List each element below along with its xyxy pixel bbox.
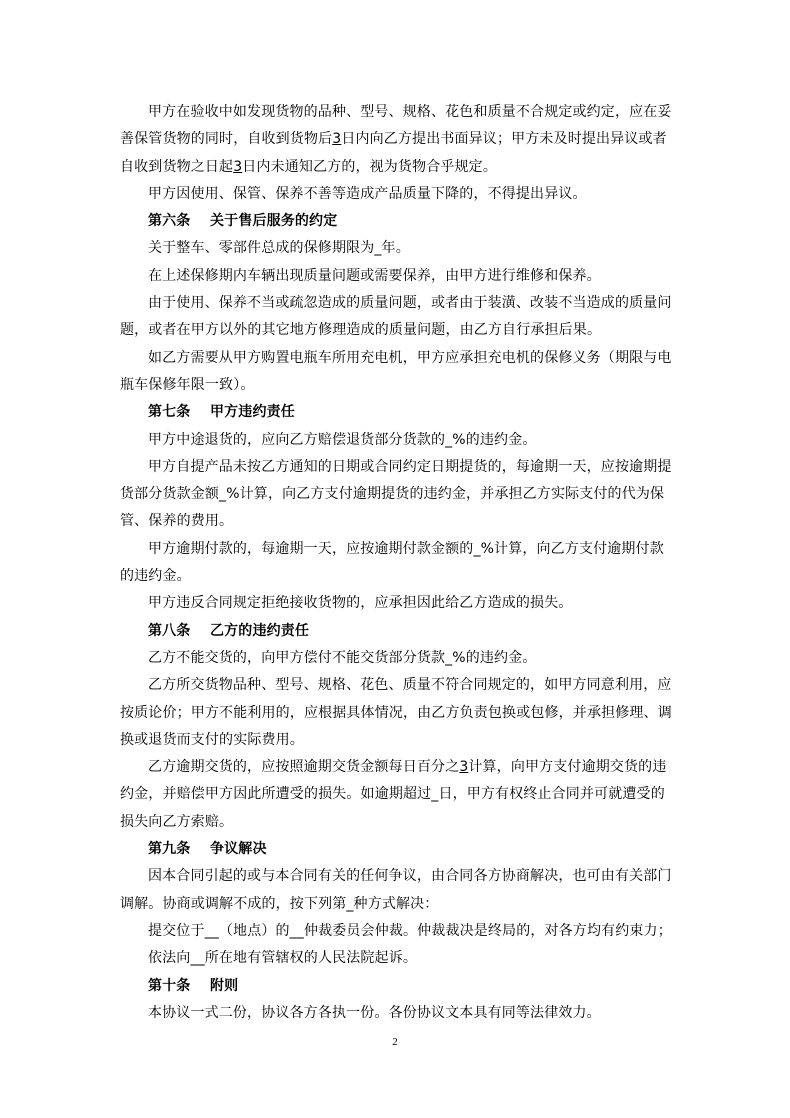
article-title: 争议解决 <box>210 841 267 858</box>
paragraph-line <box>120 99 680 126</box>
article-title: 乙方的违约责任 <box>210 622 310 639</box>
underlined-value: 3 <box>459 759 469 776</box>
paragraph-line <box>120 536 680 563</box>
text-run: 日内向乙方提出书面异议；甲方未及时提出异议或者 <box>341 131 667 148</box>
text-run: 按质论价；甲方不能利用的，应根据具体情况，由乙方负责包换或包修，并承担修理、调 <box>120 704 672 721</box>
text-run: 约金，并赔偿甲方因此所遭受的损失。如逾期超过_日，甲方有权终止合同并可就遭受的 <box>120 786 665 803</box>
text-run: 调解。协商或调解不成的，按下列第_种方式解决： <box>120 895 439 912</box>
article-number: 第十条 <box>148 977 191 994</box>
text-run: 乙方所交货物品种、型号、规格、花色、质量不符合同规定的，如甲方同意利用，应 <box>148 677 672 694</box>
paragraph-line <box>120 1000 680 1027</box>
paragraph-line <box>120 181 680 208</box>
article-heading <box>120 618 680 645</box>
text-run: 管、保养的费用。 <box>120 513 234 530</box>
text-run: 本协议一式二份，协议各方各执一份。各份协议文本具有同等法律效力。 <box>148 1004 601 1021</box>
paragraph-line <box>120 508 680 535</box>
paragraph-line <box>120 563 680 590</box>
paragraph-line <box>120 154 680 181</box>
paragraph-line <box>120 345 680 372</box>
paragraph-line <box>120 317 680 344</box>
text-run: 货部分货款金额_%计算，向乙方支付逾期提货的违约金，并承担乙方实际支付的代为保 <box>120 486 665 503</box>
text-run: 如乙方需要从甲方购置电瓶车所用充电机，甲方应承担充电机的保修义务（期限与电 <box>148 349 672 366</box>
paragraph-line <box>120 263 680 290</box>
text-run: 因本合同引起的或与本合同有关的任何争议，由合同各方协商解决，也可由有关部门 <box>148 868 672 885</box>
paragraph-line <box>120 372 680 399</box>
text-run: 乙方不能交货的，向甲方偿付不能交货部分货款_%的违约金。 <box>148 649 537 666</box>
text-run: 换或退货而支付的实际费用。 <box>120 731 304 748</box>
paragraph-line <box>120 945 680 972</box>
article-heading <box>120 208 680 235</box>
paragraph-line <box>120 809 680 836</box>
text-run: 甲方自提产品未按乙方通知的日期或合同约定日期提货的，每逾期一天，应按逾期提 <box>148 458 672 475</box>
paragraph-line <box>120 700 680 727</box>
article-title: 附则 <box>210 977 239 994</box>
paragraph-line <box>120 590 680 617</box>
article-number: 第九条 <box>148 841 191 858</box>
text-run: 甲方中途退货的，应向乙方赔偿退货部分货款的_%的违约金。 <box>148 431 537 448</box>
text-run: 瓶车保修年限一致）。 <box>120 376 255 393</box>
paragraph-line <box>120 454 680 481</box>
article-heading <box>120 973 680 1000</box>
text-run: 的违约金。 <box>120 568 191 585</box>
document-body <box>120 99 680 1027</box>
paragraph-line <box>120 918 680 945</box>
text-run: 甲方违反合同规定拒绝接收货物的，应承担因此给乙方造成的损失。 <box>148 595 573 612</box>
article-number: 第六条 <box>148 213 191 230</box>
paragraph-line <box>120 427 680 454</box>
text-run: 关于整车、零部件总成的保修期限为_年。 <box>148 240 410 257</box>
text-run: 自收到货物之日起 <box>120 158 234 175</box>
text-run: 由于使用、保养不当或疏忽造成的质量问题，或者由于装潢、改装不当造成的质量问 <box>148 295 672 312</box>
text-run: 甲方因使用、保管、保养不善等造成产品质量下降的，不得提出异议。 <box>148 185 587 202</box>
text-run: 甲方在验收中如发现货物的品种、型号、规格、花色和质量不合规定或约定，应在妥 <box>148 104 672 120</box>
article-heading <box>120 399 680 426</box>
paragraph-line <box>120 891 680 918</box>
text-run: 日内未通知乙方的，视为货物合乎规定。 <box>242 158 497 175</box>
text-run: 损失向乙方索赔。 <box>120 813 234 830</box>
paragraph-line <box>120 481 680 508</box>
underlined-value: 3 <box>233 158 243 175</box>
paragraph-line <box>120 781 680 808</box>
article-number: 第八条 <box>148 622 191 639</box>
article-heading <box>120 836 680 863</box>
article-number: 第七条 <box>148 404 191 421</box>
article-title: 甲方违约责任 <box>210 404 295 421</box>
paragraph-line <box>120 672 680 699</box>
underlined-value: 3 <box>332 131 342 148</box>
text-run: 依法向__所在地有管辖权的人民法院起诉。 <box>148 950 417 967</box>
page-number: 2 <box>392 1036 398 1048</box>
paragraph-line <box>120 235 680 262</box>
paragraph-line <box>120 727 680 754</box>
text-run: 题，或者在甲方以外的其它地方修理造成的质量问题，由乙方自行承担后果。 <box>120 322 602 339</box>
paragraph-line <box>120 290 680 317</box>
text-run: 善保管货物的同时，自收到货物后 <box>120 131 333 148</box>
paragraph-line <box>120 645 680 672</box>
text-run: 乙方逾期交货的，应按照逾期交货金额每日百分之 <box>148 759 460 776</box>
text-run: 提交位于__（地点）的__仲裁委员会仲裁。仲裁裁决是终局的，对各方均有约束力； <box>148 922 672 939</box>
text-run: 计算，向甲方支付逾期交货的违 <box>468 759 667 776</box>
paragraph-line <box>120 863 680 890</box>
text-run: 甲方逾期付款的，每逾期一天，应按逾期付款金额的_%计算，向乙方支付逾期付款 <box>148 540 664 557</box>
paragraph-line <box>120 754 680 781</box>
text-run: 在上述保修期内车辆出现质量问题或需要保养，由甲方进行维修和保养。 <box>148 267 601 284</box>
article-title: 关于售后服务的约定 <box>210 213 338 230</box>
paragraph-line <box>120 126 680 153</box>
